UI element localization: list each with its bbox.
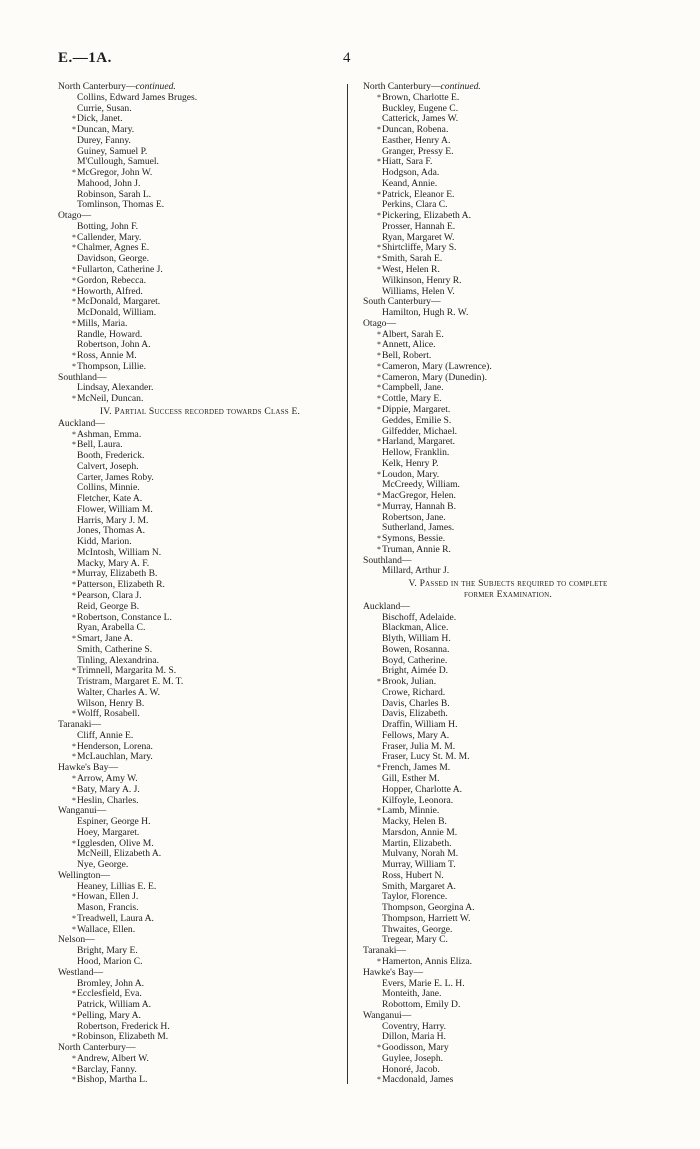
person-name: Symons, Bessie.	[382, 533, 446, 545]
person-name: Robertson, John A.	[77, 339, 151, 351]
asterisk-mark: *	[377, 340, 381, 350]
person-name: Chalmer, Agnes E.	[77, 242, 150, 254]
asterisk-mark: *	[72, 741, 76, 751]
person-name: Gill, Esther M.	[382, 773, 440, 784]
asterisk-mark: *	[72, 784, 76, 794]
asterisk-mark: *	[377, 469, 381, 479]
person-name: Brook, Julian.	[382, 676, 437, 688]
asterisk-mark: *	[377, 351, 381, 361]
person-name: Macky, Helen B.	[382, 816, 447, 828]
person-name: Blyth, William H.	[382, 633, 451, 645]
person-name: Boyd, Catherine.	[382, 654, 448, 666]
person-name: Cottle, Mary E.	[382, 393, 442, 405]
asterisk-mark: *	[72, 318, 76, 328]
asterisk-mark: *	[377, 329, 381, 339]
asterisk-mark: *	[72, 440, 76, 450]
person-name: Collins, Edward James Bruges.	[77, 91, 198, 103]
person-name: Evers, Marie E. L. H.	[382, 977, 465, 989]
person-name: Bell, Robert.	[382, 350, 432, 362]
person-name: Bishop, Martha L.	[77, 1074, 148, 1086]
section-heading-line-2: former Examination.	[464, 588, 552, 600]
asterisk-mark: *	[72, 1010, 76, 1020]
section-heading	[363, 579, 653, 601]
person-name: Kelk, Henry P.	[382, 457, 439, 469]
asterisk-mark: *	[377, 501, 381, 511]
person-name: Guiney, Samuel P.	[77, 145, 148, 157]
asterisk-mark: *	[377, 404, 381, 414]
person-name: Pearson, Clara J.	[77, 589, 142, 601]
asterisk-mark: *	[72, 361, 76, 371]
person-name: Espiner, George H.	[77, 816, 151, 828]
person-name: Albert, Sarah E.	[382, 328, 444, 340]
person-name: Thompson, Lillie.	[77, 360, 147, 372]
asterisk-mark: *	[72, 286, 76, 296]
list-item	[58, 394, 342, 405]
person-name: McLauchlan, Mary.	[77, 751, 153, 763]
person-name: Booth, Frederick.	[77, 450, 145, 462]
person-name: Dippie, Margaret.	[382, 403, 451, 415]
asterisk-mark: *	[72, 114, 76, 124]
asterisk-mark: *	[377, 437, 381, 447]
asterisk-mark: *	[72, 394, 76, 404]
person-name: Patterson, Elizabeth R.	[77, 579, 165, 591]
asterisk-mark: *	[72, 989, 76, 999]
person-name: Mulvany, Norah M.	[382, 848, 459, 860]
asterisk-mark: *	[377, 189, 381, 199]
person-name: Hellow, Franklin.	[382, 447, 450, 459]
person-name: Carter, James Roby.	[77, 471, 154, 483]
asterisk-mark: *	[377, 677, 381, 687]
asterisk-mark: *	[72, 634, 76, 644]
region-name: Otago—	[363, 317, 397, 329]
person-name: Thompson, Georgina A.	[382, 902, 475, 914]
person-name: Bischoff, Adelaide.	[382, 611, 457, 623]
asterisk-mark: *	[377, 491, 381, 501]
region-name: North Canterbury—	[58, 81, 136, 92]
person-name: MacGregor, Helen.	[382, 490, 456, 502]
person-name: Harland, Margaret.	[382, 436, 456, 448]
person-name: Cliff, Annie E.	[77, 729, 134, 741]
person-name: Robinson, Sarah L.	[77, 188, 152, 200]
asterisk-mark: *	[72, 429, 76, 439]
person-name: Hodgson, Ada.	[382, 167, 440, 179]
person-name: Tinling, Alexandrina.	[77, 654, 159, 666]
person-name: Cameron, Mary (Dunedin).	[382, 371, 487, 383]
person-name: Durey, Fanny.	[77, 134, 131, 146]
region-name: Auckland—	[363, 600, 410, 612]
list-item	[363, 566, 653, 577]
person-name: Kidd, Marion.	[77, 536, 132, 548]
person-name: Hiatt, Sara F.	[382, 156, 433, 168]
person-name: Thompson, Harriett W.	[382, 912, 471, 924]
person-name: Bell, Laura.	[77, 439, 123, 451]
asterisk-mark: *	[72, 913, 76, 923]
list-item	[58, 200, 342, 211]
asterisk-mark: *	[377, 372, 381, 382]
person-name: Smith, Catherine S.	[77, 643, 153, 655]
person-name: Taylor, Florence.	[382, 891, 448, 903]
region-name: Westland—	[58, 966, 104, 978]
asterisk-mark: *	[72, 265, 76, 275]
list-item	[363, 1075, 653, 1086]
person-name: Lamb, Minnie.	[382, 805, 440, 817]
person-name: Smart, Jane A.	[77, 633, 133, 645]
person-name: Howorth, Alfred.	[77, 285, 143, 297]
asterisk-mark: *	[72, 590, 76, 600]
asterisk-mark: *	[377, 806, 381, 816]
person-name: Kilfoyle, Leonora.	[382, 794, 454, 806]
asterisk-mark: *	[377, 1043, 381, 1053]
person-name: Pelling, Mary A.	[77, 1009, 141, 1021]
person-name: Dick, Janet.	[77, 113, 123, 125]
person-name: Perkins, Clara C.	[382, 199, 448, 211]
person-name: Trimnell, Margarita M. S.	[77, 665, 177, 677]
person-name: McNeill, Elizabeth A.	[77, 848, 162, 860]
person-name: M'Cullough, Samuel.	[77, 156, 159, 168]
page-number: 4	[343, 50, 351, 66]
asterisk-mark: *	[72, 1064, 76, 1074]
person-name: French, James M.	[382, 762, 451, 774]
person-name: Gordon, Rebecca.	[77, 274, 146, 286]
person-name: Currie, Susan.	[77, 102, 132, 114]
person-name: Ashman, Emma.	[77, 428, 142, 440]
person-name: Hamilton, Hugh R. W.	[382, 307, 469, 319]
person-name: Robertson, Constance L.	[77, 611, 172, 623]
person-name: Campbell, Jane.	[382, 382, 444, 394]
asterisk-mark: *	[72, 666, 76, 676]
region-name: Wellington—	[58, 869, 110, 881]
asterisk-mark: *	[72, 612, 76, 622]
region-name: South Canterbury—	[363, 296, 441, 308]
person-name: Smith, Sarah E.	[382, 253, 443, 265]
person-name: Thwaites, George.	[382, 923, 453, 935]
person-name: Fraser, Julia M. M.	[382, 740, 456, 752]
person-name: Blackman, Alice.	[382, 622, 449, 634]
section-heading: IV. Partial Success recorded towards Class E.	[99, 405, 301, 417]
asterisk-mark: *	[72, 924, 76, 934]
person-name: Wilson, Henry B.	[77, 697, 145, 709]
asterisk-mark: *	[72, 243, 76, 253]
person-name: Mahood, John J.	[77, 177, 141, 189]
person-name: Ross, Hubert N.	[382, 869, 444, 881]
person-name: Macky, Mary A. F.	[77, 557, 150, 569]
person-name: Randle, Howard.	[77, 328, 143, 340]
region-name: Southland—	[363, 554, 412, 566]
person-name: Nye, George.	[77, 859, 129, 871]
asterisk-mark: *	[72, 232, 76, 242]
section-heading-line-1: V. Passed in the Subjects required to complete	[408, 578, 608, 590]
person-name: McGregor, John W.	[77, 167, 153, 179]
person-name: Jones, Thomas A.	[77, 525, 146, 537]
person-name: Prosser, Hannah E.	[382, 220, 456, 232]
left-column	[58, 82, 342, 1086]
person-name: Tristram, Margaret E. M. T.	[77, 676, 184, 688]
asterisk-mark: *	[377, 254, 381, 264]
person-name: Hopper, Charlotte A.	[382, 783, 463, 795]
asterisk-mark: *	[72, 569, 76, 579]
person-name: Annett, Alice.	[382, 339, 436, 351]
person-name: Duncan, Mary.	[77, 124, 135, 136]
person-name: Hamerton, Annis Eliza.	[382, 956, 473, 968]
asterisk-mark: *	[72, 168, 76, 178]
person-name: Macdonald, James	[382, 1074, 454, 1086]
person-name: Keand, Annie.	[382, 177, 438, 189]
person-name: Mills, Maria.	[77, 317, 128, 329]
person-name: Flower, William M.	[77, 503, 153, 515]
person-name: Howan, Ellen J.	[77, 891, 139, 903]
person-name: McDonald, Margaret.	[77, 296, 161, 308]
person-name: Botting, John F.	[77, 220, 139, 232]
person-name: Heaney, Lillias E. E.	[77, 880, 157, 892]
person-name: Heslin, Charles.	[77, 794, 139, 806]
asterisk-mark: *	[72, 1075, 76, 1085]
person-name: Walter, Charles A. W.	[77, 686, 161, 698]
asterisk-mark: *	[72, 838, 76, 848]
asterisk-mark: *	[377, 394, 381, 404]
person-name: Hoey, Margaret.	[77, 826, 140, 838]
asterisk-mark: *	[72, 351, 76, 361]
person-name: Barclay, Fanny.	[77, 1063, 137, 1075]
person-name: Easther, Henry A.	[382, 134, 451, 146]
asterisk-mark: *	[377, 1075, 381, 1085]
person-name: Collins, Minnie.	[77, 482, 140, 494]
continued-note: continued.	[135, 81, 176, 92]
person-name: Dillon, Maria H.	[382, 1031, 446, 1043]
person-name: Robertson, Jane.	[382, 511, 446, 523]
asterisk-mark: *	[377, 157, 381, 167]
person-name: Robottom, Emily D.	[382, 999, 461, 1011]
region-name: North Canterbury—	[58, 1042, 136, 1054]
person-name: Guylee, Joseph.	[382, 1052, 444, 1064]
asterisk-mark: *	[377, 957, 381, 967]
person-name: Ecclesfield, Eva.	[77, 988, 142, 1000]
person-name: Henderson, Lorena.	[77, 740, 153, 752]
asterisk-mark: *	[377, 534, 381, 544]
person-name: Robinson, Elizabeth M.	[77, 1031, 169, 1043]
list-item	[58, 1075, 342, 1086]
person-name: Tomlinson, Thomas E.	[77, 199, 165, 211]
person-name: Davidson, George.	[77, 253, 150, 265]
person-name: Goodisson, Mary	[382, 1042, 449, 1054]
region-name: Wanganui—	[363, 1009, 412, 1021]
person-name: Granger, Pressy E.	[382, 145, 454, 157]
region-name: Hawke's Bay—	[58, 762, 119, 774]
person-name: Fellows, Mary A.	[382, 729, 450, 741]
person-name: Sutherland, James.	[382, 522, 455, 534]
asterisk-mark: *	[72, 297, 76, 307]
person-name: Marsdon, Annie M.	[382, 826, 458, 838]
region-name: Nelson—	[58, 934, 95, 946]
person-name: McCreedy, William.	[382, 479, 460, 491]
person-name: Fraser, Lucy St. M. M.	[382, 751, 470, 763]
person-name: Davis, Elizabeth.	[382, 708, 448, 720]
person-name: Williams, Helen V.	[382, 285, 455, 297]
person-name: Murray, Elizabeth B.	[77, 568, 158, 580]
asterisk-mark: *	[72, 580, 76, 590]
right-column	[363, 82, 653, 1086]
person-name: Mason, Francis.	[77, 902, 139, 914]
region-name: Wanganui—	[58, 805, 107, 817]
person-name: Smith, Margaret A.	[382, 880, 456, 892]
person-name: Baty, Mary A. J.	[77, 783, 140, 795]
asterisk-mark: *	[72, 774, 76, 783]
person-name: Ryan, Arabella C.	[77, 622, 146, 634]
person-name: Patrick, William A.	[77, 999, 152, 1011]
person-name: Hood, Marion C.	[77, 956, 143, 968]
person-name: Murray, Hannah B.	[382, 500, 456, 512]
asterisk-mark: *	[377, 544, 381, 554]
person-name: McIntosh, William N.	[77, 546, 162, 558]
person-name: Bromley, John A.	[77, 977, 145, 989]
region-name: North Canterbury—	[363, 81, 441, 92]
person-name: Igglesden, Olive M.	[77, 837, 154, 849]
person-name: Shirtcliffe, Mary S.	[382, 242, 457, 254]
region-name: Hawke's Bay—	[363, 966, 424, 978]
person-name: Loudon, Mary.	[382, 468, 440, 480]
person-name: Ryan, Margaret W.	[382, 231, 455, 243]
asterisk-mark: *	[377, 211, 381, 221]
person-name: Cameron, Mary (Lawrence).	[382, 360, 492, 372]
person-name: Truman, Annie R.	[382, 543, 451, 555]
continued-note: continued.	[440, 81, 481, 92]
column-divider	[347, 84, 348, 1084]
region-name: Otago—	[58, 210, 92, 222]
person-name: Tregear, Mary C.	[382, 934, 448, 946]
person-name: Calvert, Joseph.	[77, 460, 139, 472]
asterisk-mark: *	[72, 709, 76, 719]
asterisk-mark: *	[377, 265, 381, 275]
person-name: Draffin, William H.	[382, 719, 458, 731]
asterisk-mark: *	[377, 383, 381, 393]
person-name: Ross, Annie M.	[77, 350, 137, 362]
person-name: Arrow, Amy W.	[77, 773, 138, 784]
asterisk-mark: *	[72, 795, 76, 805]
list-item	[58, 925, 342, 936]
person-name: Treadwell, Laura A.	[77, 912, 154, 924]
person-name: Wallace, Ellen.	[77, 923, 136, 935]
person-name: Crowe, Richard.	[382, 686, 446, 698]
person-name: Lindsay, Alexander.	[77, 382, 154, 394]
person-name: Pickering, Elizabeth A.	[382, 210, 471, 222]
person-name: Monteith, Jane.	[382, 988, 442, 1000]
person-name: Duncan, Robena.	[382, 124, 449, 136]
person-name: Davis, Charles B.	[382, 697, 450, 709]
document-reference: E.—1A.	[58, 50, 112, 66]
person-name: Fletcher, Kate A.	[77, 493, 143, 505]
person-name: Wolff, Rosabell.	[77, 708, 140, 720]
asterisk-mark: *	[377, 763, 381, 773]
asterisk-mark: *	[377, 125, 381, 135]
person-name: Bright, Aimée D.	[382, 665, 449, 677]
person-name: Wilkinson, Henry R.	[382, 274, 462, 286]
asterisk-mark: *	[72, 1053, 76, 1063]
asterisk-mark: *	[72, 752, 76, 762]
asterisk-mark: *	[72, 125, 76, 135]
person-name: Patrick, Eleanor E.	[382, 188, 455, 200]
person-name: Buckley, Eugene C.	[382, 102, 459, 114]
person-name: Callender, Mary.	[77, 231, 142, 243]
person-name: Reid, George B.	[77, 600, 140, 612]
person-name: Catterick, James W.	[382, 113, 459, 125]
person-name: Gilfedder, Michael.	[382, 425, 458, 437]
region-name: Taranaki—	[363, 945, 407, 957]
region-name: Southland—	[58, 371, 107, 383]
person-name: Geddes, Emilie S.	[382, 414, 452, 426]
person-name: Harris, Mary J. M.	[77, 514, 149, 526]
person-name: Bright, Mary E.	[77, 945, 138, 957]
person-name: Murray, William T.	[382, 859, 456, 871]
asterisk-mark: *	[72, 892, 76, 902]
person-name: West, Helen R.	[382, 264, 440, 276]
person-name: Andrew, Albert W.	[77, 1052, 149, 1064]
person-name: Honoré, Jacob.	[382, 1063, 440, 1075]
person-name: Robertson, Frederick H.	[77, 1020, 170, 1032]
person-name: Martin, Elizabeth.	[382, 837, 452, 849]
person-name: Brown, Charlotte E.	[382, 91, 460, 103]
asterisk-mark: *	[72, 275, 76, 285]
asterisk-mark: *	[72, 1032, 76, 1042]
person-name: McDonald, William.	[77, 307, 157, 319]
region-name: Auckland—	[58, 417, 105, 429]
person-name: Bowen, Rosanna.	[382, 643, 450, 655]
asterisk-mark: *	[377, 243, 381, 253]
list-item	[363, 935, 653, 946]
person-name: McNeil, Duncan.	[77, 393, 144, 405]
region-name: Taranaki—	[58, 719, 102, 731]
person-name: Fullarton, Catherine J.	[77, 264, 163, 276]
person-name: Coventry, Harry.	[382, 1020, 447, 1032]
asterisk-mark: *	[377, 361, 381, 371]
list-item	[363, 308, 653, 319]
person-name: Millard, Arthur J.	[382, 565, 450, 577]
asterisk-mark: *	[377, 92, 381, 102]
